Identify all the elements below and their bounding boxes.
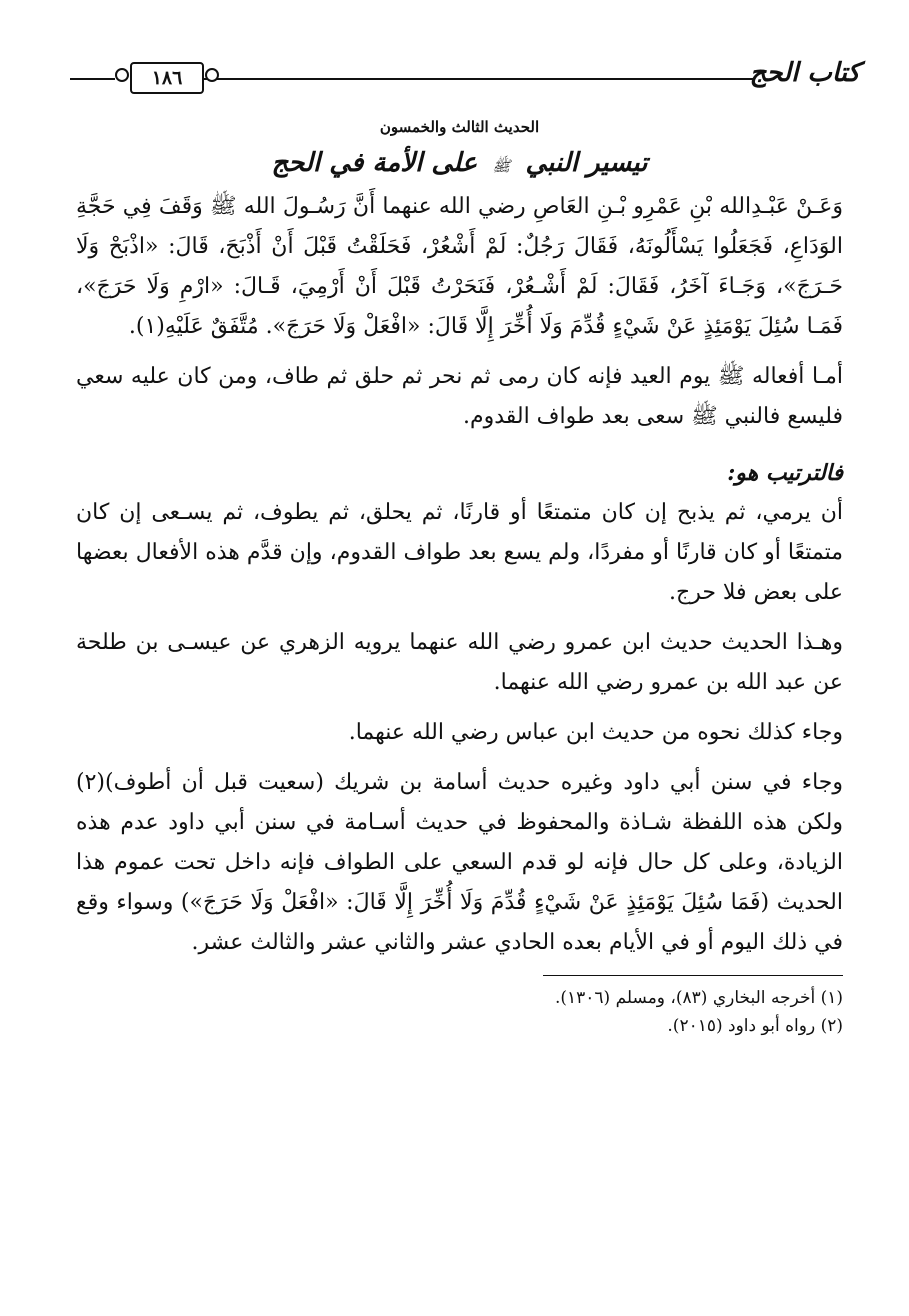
title-after: على الأمة في الحج [271,148,478,178]
section-label: الحديث الثالث والخمسون [379,118,540,136]
title-before: تيسير النبي [525,148,648,178]
paragraph: أن يرمي، ثم يذبح إن كان متمتعًا أو قارنًا، ثم يحلق، ثم يطوف، ثم يسـعى إن كان متمتعًا أو كان قارنًا أو مفردًا، ولم يسع بعد طواف القدوم، وإن قدَّم هذه الأفعال بعضها على بعض فلا حرج. [76,500,843,605]
subheading: فالترتيب هو: [727,460,843,486]
page-body [76,118,843,1040]
header-rule-left [70,78,115,80]
honorific-glyph: ﷺ [492,157,511,175]
ornament-icon [205,68,219,82]
header-rule [195,78,755,80]
paragraph: وجاء في سنن أبي داود وغيره حديث أسامة بن شريك (سعيت قبل أن أطوف)(٢) ولكن هذه اللفظة شـاذة والمحفوظ في حديث أسـامة في سنن أبي داود عدم هذه الزيادة، وعلى كل حال فإنه لو قدم السعي على الطواف فإنه داخل تحت عموم هذا الحديث (فَمَا سُئِلَ يَوْمَئِذٍ عَنْ شَيْءٍ قُدِّمَ وَلَا أُخِّرَ إِلَّا قَالَ: «افْعَلْ وَلَا حَرَجَ») وسواء وقع في ذلك اليوم أو في الأيام بعده الحادي عشر والثاني عشر والثالث عشر. [76,770,843,955]
hadith-text: وَعَـنْ عَبْـدِالله بْنِ عَمْرِو بْـنِ العَاصِ رضي الله عنهما أَنَّ رَسُـولَ الله ﷺ وَقَفَ فِي حَجَّةِ الوَدَاعِ، فَجَعَلُوا يَسْأَلُونَهُ، فَقَالَ رَجُلٌ: لَمْ أَشْعُرْ، فَحَلَقْتُ قَبْلَ أَنْ أَذْبَحَ، قَالَ: «اذْبَحْ وَلَا حَـرَجَ»، وَجَـاءَ آخَرُ، فَقَالَ: لَمْ أَشْـعُرْ، فَنَحَرْتُ قَبْلَ أَنْ أَرْمِيَ، قَـالَ: «ارْمِ وَلَا حَرَجَ»، فَمَـا سُئِلَ يَوْمَئِذٍ عَنْ شَيْءٍ قُدِّمَ وَلَا أُخِّرَ إِلَّا قَالَ: «افْعَلْ وَلَا حَرَجَ». مُتَّفَقٌ عَلَيْهِ(١). [76,194,843,339]
footnote: (١) أخرجه البخاري (٨٣)، ومسلم (١٣٠٦). [554,988,843,1008]
footnote-rule [543,975,843,976]
paragraph: أمـا أفعاله ﷺ يوم العيد فإنه كان رمى ثم نحر ثم حلق ثم طاف، ومن كان عليه سعي فليسع فالنبي ﷺ سعى بعد طواف القدوم. [76,364,843,429]
chapter-title [76,148,843,179]
book-title: كتاب الحج [749,58,860,88]
page-number: ١٨٦ [130,62,204,94]
footnote: (٢) رواه أبو داود (٢٠١٥). [667,1016,843,1036]
paragraph: وجاء كذلك نحوه من حديث ابن عباس رضي الله عنهما. [348,720,843,745]
page-header [60,58,860,98]
ornament-icon [115,68,129,82]
paragraph: وهـذا الحديث حديث ابن عمرو رضي الله عنهما يرويه الزهري عن عيسـى بن طلحة عن عبد الله بن عمرو رضي الله عنهما. [76,630,843,695]
